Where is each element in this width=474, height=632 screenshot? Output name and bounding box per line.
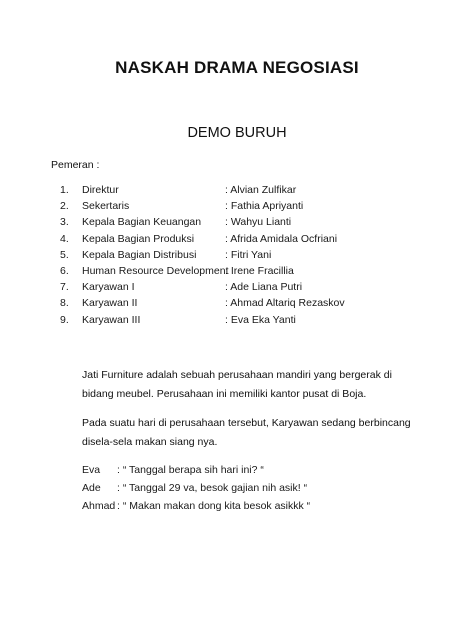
cast-number: 8. [60, 297, 69, 310]
dialogue-text: : “ Makan makan dong kita besok asikkk “ [117, 500, 311, 512]
cast-number: 2. [60, 200, 69, 213]
dialogue-text: : “ Tanggal 29 va, besok gajian nih asik! “ [117, 482, 308, 494]
document-subtitle: DEMO BURUH [187, 125, 287, 141]
cast-role: Direktur [82, 184, 119, 197]
cast-actor: : Ahmad Altariq Rezaskov [225, 297, 345, 310]
cast-number: 9. [60, 313, 69, 326]
cast-item [60, 279, 345, 295]
cast-list [60, 182, 345, 328]
cast-actor: : Afrida Amidala Ocfriani [225, 232, 338, 245]
cast-item [60, 214, 345, 230]
cast-number: 6. [60, 265, 69, 278]
dialogue-line [82, 497, 310, 515]
cast-role: Kepala Bagian Produksi [82, 232, 195, 245]
cast-number: 7. [60, 281, 69, 294]
cast-number: 5. [60, 248, 69, 261]
cast-item [60, 182, 345, 198]
cast-number: 4. [60, 232, 69, 245]
dialogue-line [82, 479, 310, 497]
intro-paragraph: Jati Furniture adalah sebuah perusahaan mandiri yang bergerak di bidang meubel. Perusahaan ini memiliki kantor pusat di Boja. [82, 369, 392, 400]
document-title: NASKAH DRAMA NEGOSIASI [115, 58, 359, 77]
cast-role: Karyawan I [82, 281, 135, 294]
cast-role: Sekertaris [82, 200, 130, 213]
cast-item [60, 247, 345, 263]
cast-role: Kepala Bagian Keuangan [82, 216, 202, 229]
cast-item [60, 198, 345, 214]
cast-actor: : Eva Eka Yanti [225, 313, 296, 326]
cast-number: 3. [60, 216, 69, 229]
dialogue-block [82, 461, 310, 515]
cast-actor: : Fathia Apriyanti [225, 200, 304, 213]
cast-item [60, 263, 345, 279]
dialogue-line [82, 461, 310, 479]
cast-actor: : Irene Fracillia [225, 265, 294, 278]
dialogue-speaker: Ahmad [82, 500, 116, 512]
cast-role: Karyawan III [82, 313, 141, 326]
cast-item [60, 295, 345, 311]
cast-role: Kepala Bagian Distribusi [82, 248, 197, 261]
cast-actor: : Ade Liana Putri [225, 281, 303, 294]
cast-heading: Pemeran : [51, 159, 100, 171]
dialogue-text: : “ Tanggal berapa sih hari ini? “ [117, 464, 264, 476]
cast-actor: : Alvian Zulfikar [225, 184, 297, 197]
cast-item [60, 231, 345, 247]
dialogue-speaker: Ade [82, 482, 101, 494]
dialogue-speaker: Eva [82, 464, 101, 476]
cast-item [60, 312, 345, 328]
scene-paragraph: Pada suatu hari di perusahaan tersebut, Karyawan sedang berbincang disela-sela makan siang nya. [82, 417, 411, 448]
cast-actor: : Wahyu Lianti [225, 216, 292, 229]
cast-role: Karyawan II [82, 297, 138, 310]
cast-number: 1. [60, 184, 69, 197]
cast-actor: : Fitri Yani [225, 248, 272, 261]
cast-role: Human Resource Development [82, 265, 229, 278]
